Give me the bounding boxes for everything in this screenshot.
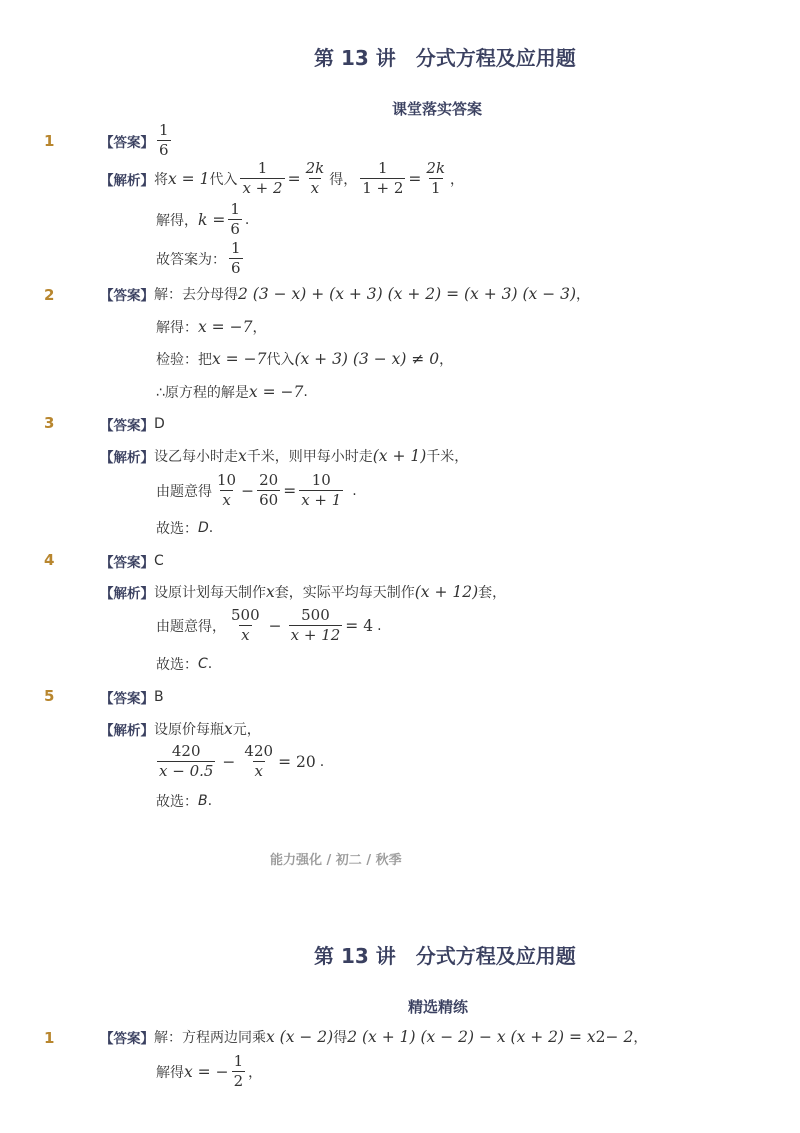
answer-line: 【答案】 解：方程两边同乘 x (x − 2) 得 2 (x + 1) (x − 2) − x (x + 2) = x 2 − 2 ，: [100, 1028, 648, 1047]
answer-line: 【答案】 D: [100, 416, 165, 434]
section-subtitle: 课堂落实答案: [392, 100, 483, 118]
fraction: $\frac{420}{x - 0.5}$: [159, 742, 214, 780]
solution-line: 解得 x = − $\frac{1}{2}$ ，: [156, 1052, 263, 1090]
analysis-tag: 【解析】: [100, 172, 154, 189]
solution-line: 检验：把 x = −7 代入 (x + 3) (3 − x) ≠ 0 ，: [156, 350, 454, 368]
analysis-tag: 【解析】: [100, 450, 154, 466]
section-subtitle: 精选精练: [408, 998, 469, 1016]
analysis-line: 【解析】 设原计划每天制作 x 套，实际平均每天制作 (x + 12) 套，: [100, 583, 507, 602]
answer-line: [100, 122, 174, 159]
answer-tag: 【答案】: [100, 1031, 154, 1047]
fraction: $\frac{420}{x}$: [244, 742, 274, 780]
fraction: $\frac{10}{x}$: [217, 471, 237, 509]
fraction: $\frac{500}{x + 12}$: [290, 606, 341, 644]
fraction: $\frac{1}{1 + 2}$: [362, 159, 404, 197]
fraction: $\frac{2k}{1}$: [426, 159, 446, 197]
question-number: 5: [44, 687, 55, 705]
question-number: 4: [44, 551, 55, 569]
answer-line: 【答案】 B: [100, 689, 164, 707]
analysis-line: 【解析】 将 x = 1 代入 $\frac{1}{x + 2}$ = $\frac{2k}{x}$ 得， $\frac{1}{1 + 2}$ = $\frac{2k}{1}$ ，: [100, 159, 465, 197]
fraction: $\frac{500}{x}$: [231, 606, 260, 644]
solution-line: 由题意得 $\frac{10}{x}$ − $\frac{20}{60}$ = $\frac{10}{x + 1}$ .: [156, 471, 357, 509]
solution-line: 解得： x = −7 ，: [156, 318, 267, 336]
answer-tag: 【答案】: [100, 418, 154, 434]
fraction: $\frac{2k}{x}$: [305, 159, 325, 197]
fraction: $\frac{1}{x + 2}$: [242, 159, 283, 197]
answer-tag: 【答案】: [100, 691, 154, 707]
question-number: 3: [44, 414, 55, 432]
analysis-line: 【解析】 设原价每瓶 x 元，: [100, 720, 261, 739]
analysis-line: 【解析】 设乙每小时走 x 千米，则甲每小时走 (x + 1) 千米，: [100, 447, 469, 466]
fraction: $\frac{20}{60}$: [259, 471, 279, 509]
analysis-tag: 【解析】: [100, 723, 154, 739]
solution-line: $\frac{420}{x - 0.5}$ − $\frac{420}{x}$ = 20 .: [159, 742, 325, 780]
solution-line: 故答案为： $\frac{1}{6}$: [156, 239, 241, 277]
solution-line: ∴原方程的解是 x = −7 .: [156, 383, 308, 401]
fraction: $\frac{1}{6}$: [231, 239, 241, 277]
solution-line: 故选： B .: [156, 793, 213, 810]
question-number: 1: [44, 1029, 55, 1047]
answer-tag: 【答案】: [100, 134, 154, 151]
question-number: 2: [44, 286, 55, 304]
solution-line: 由题意得， $\frac{500}{x}$ − $\frac{500}{x + 12}$ = 4 .: [156, 606, 382, 644]
page-footer: 能力强化 / 初二 / 秋季: [270, 853, 402, 868]
fraction: $\frac{10}{x + 1}$: [301, 471, 342, 509]
analysis-tag: 【解析】: [100, 586, 154, 602]
question-number: 1: [44, 132, 55, 150]
fraction: $\frac{1}{6}$: [159, 121, 169, 159]
solution-line: 解得， k = $\frac{1}{6}$ .: [156, 200, 250, 238]
solution-line: 故选： C .: [156, 656, 213, 673]
solution-line: 故选： D .: [156, 520, 214, 537]
page-title: 第 13 讲 分式方程及应用题: [314, 944, 576, 968]
answer-tag: 【答案】: [100, 555, 154, 571]
fraction: $\frac{1}{2}$: [233, 1052, 244, 1090]
page-title: 第 13 讲 分式方程及应用题: [314, 46, 576, 70]
fraction: $\frac{1}{6}$: [230, 200, 240, 238]
answer-line: 【答案】 解：去分母得 2 (3 − x) + (x + 3) (x + 2) = (x + 3) (x − 3) ，: [100, 285, 591, 304]
answer-tag: 【答案】: [100, 288, 154, 304]
answer-line: 【答案】 C: [100, 553, 164, 571]
